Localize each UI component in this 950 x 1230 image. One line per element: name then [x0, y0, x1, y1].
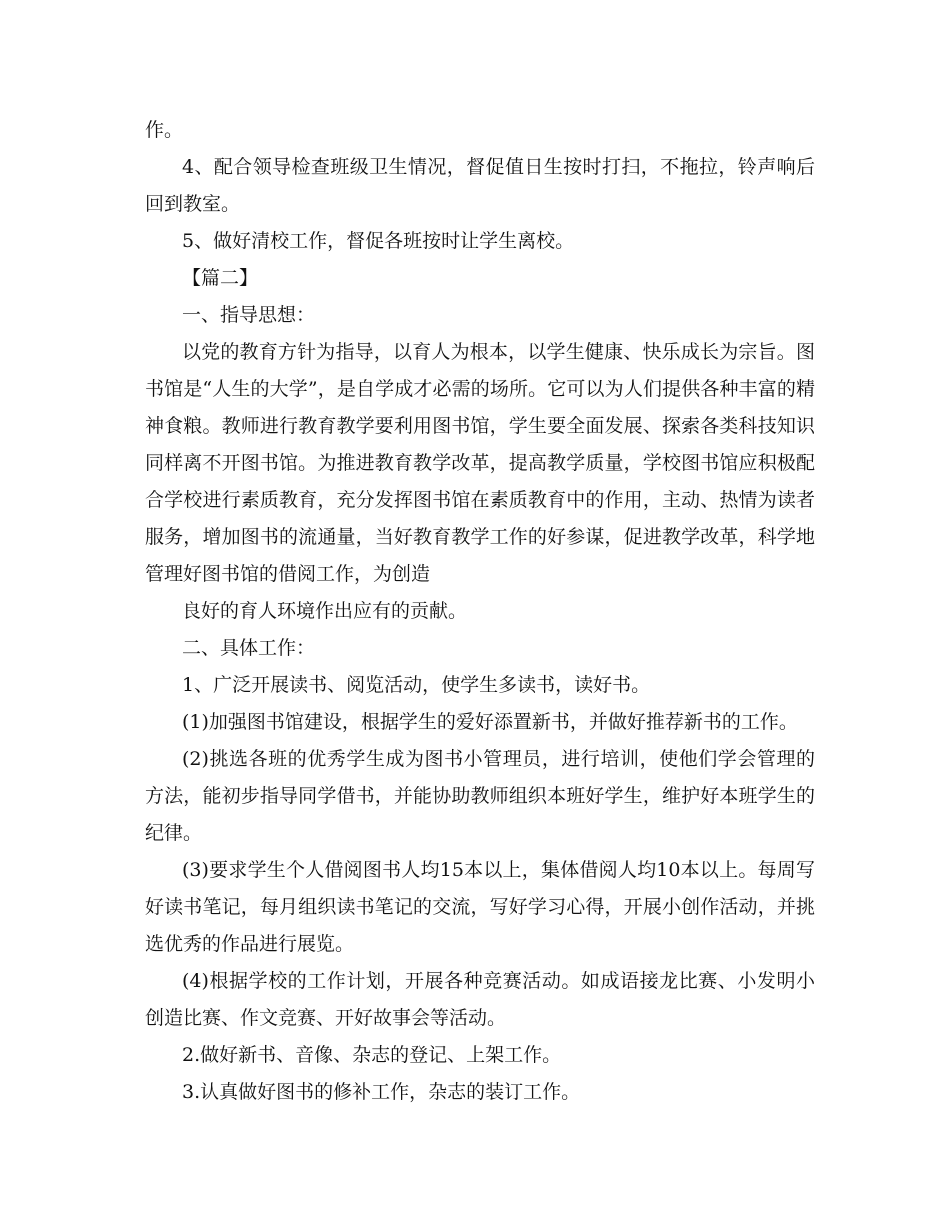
section-heading-part-two: 【篇二】 — [182, 267, 259, 289]
paragraph-item-4: 4、配合领导检查班级卫生情况，督促值日生按时打扫，不拖拉，铃声响后回到教室。 — [145, 156, 815, 215]
heading-specific-work: 二、具体工作： — [182, 637, 316, 659]
paragraph-continuation: 作。 — [145, 119, 184, 141]
paragraph-guiding-ideology: 以党的教育方针为指导，以育人为根本，以学生健康、快乐成长为宗旨。图书馆是“人生的大学”，是自学成才必需的场所。它可以为人们提供各种丰富的精神食粮。教师进行教育教学要利用图书馆，学生要全面发展、探索各类科技知识同样离不开图书馆。为推进教育教学改革，提高教学质量，学校图书馆应积极配合学校进行素质教育，充分发挥图书馆在素质教育中的作用，主动、热情为读者服务，增加图书的流通量，当好教育教学工作的好参谋，促进教学改革，科学地管理好图书馆的借阅工作，为创造 — [145, 341, 815, 585]
paragraph-work-2: 2.做好新书、音像、杂志的登记、上架工作。 — [182, 1044, 562, 1066]
paragraph-guiding-ideology-end: 良好的育人环境作出应有的贡献。 — [182, 600, 468, 622]
heading-guiding-ideology: 一、指导思想： — [182, 304, 316, 326]
paragraph-work-1: 1、广泛开展读书、阅览活动，使学生多读书，读好书。 — [182, 674, 651, 696]
paragraph-work-3: 3.认真做好图书的修补工作，杂志的装订工作。 — [182, 1081, 581, 1103]
paragraph-item-5: 5、做好清校工作，督促各班按时让学生离校。 — [182, 230, 575, 252]
paragraph-work-1-sub-1: (1)加强图书馆建设，根据学生的爱好添置新书，并做好推荐新书的工作。 — [182, 711, 798, 733]
paragraph-work-1-sub-4: (4)根据学校的工作计划，开展各种竞赛活动。如成语接龙比赛、小发明小创造比赛、作文竞赛、开好故事会等活动。 — [145, 970, 815, 1029]
document-body — [145, 112, 815, 1111]
paragraph-work-1-sub-3: (3)要求学生个人借阅图书人均15本以上，集体借阅人均10本以上。每周写好读书笔记，每月组织读书笔记的交流，写好学习心得，开展小创作活动，并挑选优秀的作品进行展览。 — [145, 859, 815, 955]
paragraph-work-1-sub-2: (2)挑选各班的优秀学生成为图书小管理员，进行培训，使他们学会管理的方法，能初步指导同学借书，并能协助教师组织本班好学生，维护好本班学生的纪律。 — [145, 748, 815, 844]
